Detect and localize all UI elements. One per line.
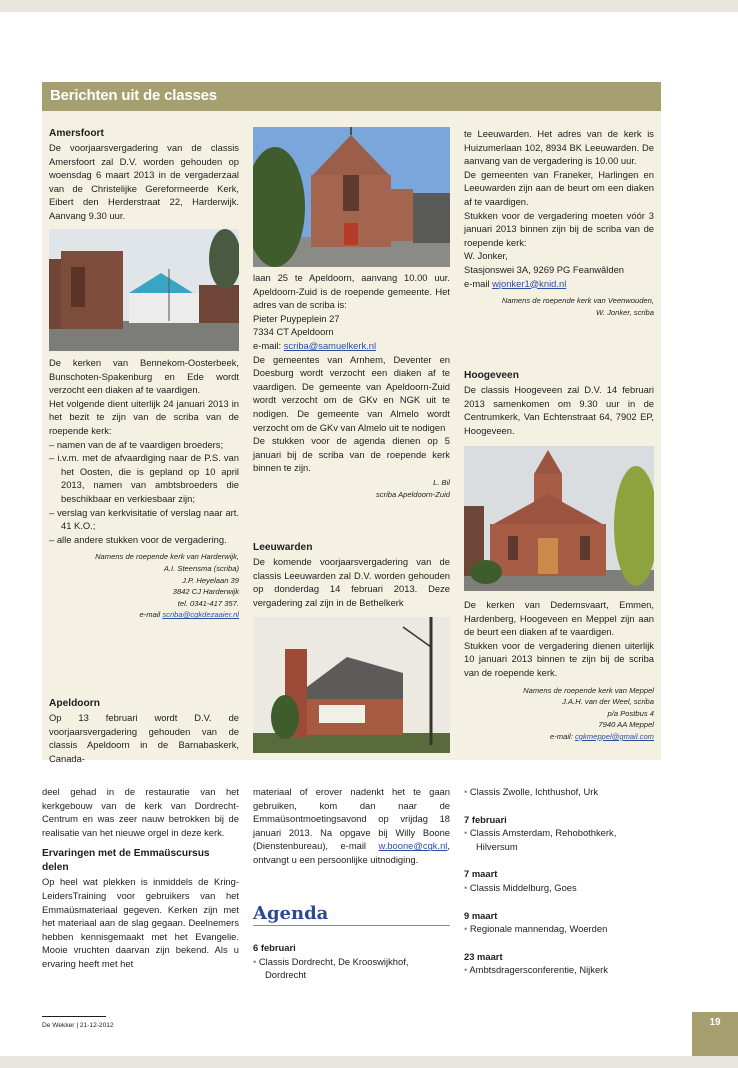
signature-line: J.A.H. van der Weel, scriba <box>562 697 654 707</box>
email-link[interactable]: cgkmeppel@gmail.com <box>574 731 654 741</box>
agenda-item-label: Classis Middelburg, Goes <box>469 881 577 893</box>
agenda-item-label: Classis Zwolle, Ichthushof, Urk <box>469 786 599 797</box>
agenda-list <box>464 881 654 895</box>
leeuwarden-contact-2: Stasjonswei 3A, 9269 PG Feanwâlden <box>464 263 624 275</box>
list-item: – i.v.m. met de afvaardiging naar de P.S. van het Oosten, die is gepland op 10 april 2013, namen van ambtsbroeders die beschikbaar en verkiesbaar zijn; <box>49 452 239 504</box>
email-link[interactable]: wjonker1@knid.nl <box>492 277 567 289</box>
lower-col1-p1: deel gehad in de restauratie van het kerkgebouw van de kerk van Dordrecht-Centrum en was zeer nauw betrokken bij de realisatie van het nieuwe orgel in deze kerk. <box>42 786 239 838</box>
email-link[interactable]: scriba@samuelkerk.nl <box>283 339 377 351</box>
bottom-band <box>0 1056 738 1068</box>
signature-line: scriba Apeldoorn-Zuid <box>375 489 450 499</box>
lower-col2-text-b: , ontvangt u een persoonlijke uitnodiging. <box>253 840 450 865</box>
signature-line: 7940 AA Meppel <box>598 720 654 730</box>
leeuwarden-p1-cont: te Leeuwarden. Het adres van de kerk is Huizumerlaan 102, 8934 BK Leeuwarden. De aanvang van de vergadering is 10.00 uur. <box>464 128 654 167</box>
list-item: – namen van de af te vaardigen broeders; <box>49 438 224 450</box>
leeuwarden-start <box>253 541 450 609</box>
hoogeveen-start <box>464 369 654 437</box>
list-item: – alle andere stukken voor de vergadering. <box>49 533 227 545</box>
amersfoort-list <box>49 438 239 547</box>
agenda-list <box>464 922 654 936</box>
bullet-icon: • <box>464 786 470 797</box>
signature-line: Namens de roepende kerk van Harderwijk, <box>95 552 239 562</box>
amersfoort-body <box>49 356 239 621</box>
agenda-list <box>253 955 450 982</box>
hoogeveen-p2: De kerken van Dedemsvaart, Emmen, Hardenberg, Hoogeveen en Meppel zijn aan de beurt een diaken af te vaardigen. <box>464 599 654 638</box>
email-link[interactable]: scriba@cgkdezaaier.nl <box>162 610 239 620</box>
amersfoort-signature <box>49 551 239 621</box>
email-link[interactable]: w.boone@cgk.nl <box>378 840 448 852</box>
agenda-item-label: Ambtsdragersconferentie, Nijkerk <box>469 964 608 976</box>
signature-line: A.I. Steensma (scriba) <box>163 563 239 573</box>
agenda-list <box>464 826 654 853</box>
apeldoorn-heading: Apeldoorn <box>49 698 100 709</box>
signature-line: tel. 0341-417 357. <box>177 598 239 608</box>
email-label: e-mail: <box>550 731 575 741</box>
signature-line: Namens de roepende kerk van Veenwouden, <box>501 296 654 306</box>
top-band <box>0 0 738 12</box>
apeldoorn-address-2: 7334 CT Apeldoorn <box>253 326 334 338</box>
amersfoort-top <box>49 127 239 223</box>
apeldoorn-start <box>49 697 239 765</box>
signature-line: J.P. Heyelaan 39 <box>182 575 239 585</box>
leeuwarden-cont <box>464 127 654 318</box>
email-label: e-mail <box>139 610 163 620</box>
signature-line: 3842 CJ Harderwijk <box>172 587 239 597</box>
apeldoorn-p1: Op 13 februari wordt D.V. de voorjaarsvergadering gehouden van de classis Apeldoorn in de Barnabaskerk, Canada- <box>49 712 239 764</box>
hoogeveen-church-photo <box>464 446 654 591</box>
hoogeveen-body <box>464 598 654 743</box>
bullet-icon: • <box>464 827 470 839</box>
leeuwarden-heading: Leeuwarden <box>253 542 313 553</box>
signature-line: Namens de roepende kerk van Meppel <box>523 685 654 695</box>
agenda-item <box>464 826 654 853</box>
email-label: e-mail: <box>253 339 284 351</box>
lower-col-1 <box>42 785 239 971</box>
leeuwarden-p3: Stukken voor de vergadering moeten vóór 3 januari 2013 binnen zijn bij de scriba van de roepende kerk: <box>464 209 654 248</box>
amersfoort-p1: De kerken van Bennekom-Oosterbeek, Bunschoten-Spakenburg en Ede wordt verzocht een diaken af te vaardigen. <box>49 357 239 396</box>
leeuwarden-p2: De gemeenten van Franeker, Harlingen en Leeuwarden zijn aan de beurt om een diaken af te vaardigen. <box>464 168 654 207</box>
page-number: 19 <box>692 1012 738 1056</box>
agenda-item-label: Regionale mannendag, Woerden <box>469 923 608 935</box>
signature-line: p/a Postbus 4 <box>607 708 654 718</box>
leeuwarden-contact-1: W. Jonker, <box>464 250 508 262</box>
apeldoorn-p1-cont: laan 25 te Apeldoorn, aanvang 10.00 uur. Apeldoorn-Zuid is de roepende gemeente. Het adres van de scriba is: <box>253 272 450 311</box>
leeuwarden-signature <box>464 295 654 318</box>
apeldoorn-address-1: Pieter Puypeplein 27 <box>253 312 340 324</box>
agenda-item-label: Classis Dordrecht, De Krooswijkhof, Dordrecht <box>258 955 409 981</box>
leeuwarden-p1: De komende voorjaarsvergadering van de classis Leeuwarden zal D.V. worden gehouden op donderdag 14 februari 2013. Deze vergadering zal zijn in de Bethelkerk <box>253 556 450 608</box>
agenda-item <box>464 922 654 936</box>
apeldoorn-cont <box>253 271 450 500</box>
agenda-item-label: Classis Amsterdam, Rehobothkerk, Hilversum <box>469 827 617 852</box>
bullet-icon: • <box>464 881 470 893</box>
lower-col1-p2: Op heel wat plekken is inmiddels de Kring-LeidersTraining voor gebruikers van het Emmaüsmateriaal gegeven. Kerken zijn met het materiaal aan de slag gegaan. Deelnemers hebben kennisgemaakt met het Evangelie. Mooie vruchten daarvan zijn bekend. Als u ervaring heeft met het <box>42 876 239 969</box>
agenda-title: Agenda <box>253 903 450 926</box>
leeuwarden-church-photo <box>253 617 450 753</box>
agenda-list <box>464 785 654 799</box>
apeldoorn-signature <box>253 477 450 500</box>
agenda-date: 23 maart <box>464 950 503 962</box>
list-item: – verslag van kerkvisitatie of verslag naar art. 41 K.O.; <box>49 506 239 532</box>
agenda-date: 9 maart <box>464 909 498 921</box>
signature-line: L. Bil <box>433 477 450 487</box>
bullet-icon: • <box>464 923 470 935</box>
agenda-col-2 <box>253 941 450 982</box>
emmaus-heading: Ervaringen met de Emmaüscursus delen <box>42 848 210 874</box>
section-header <box>42 82 661 111</box>
bullet-icon: • <box>464 964 470 976</box>
hoogeveen-p1: De classis Hoogeveen zal D.V. 14 februari 2013 samenkomen om 9.30 uur in de Centrumkerk, Van Echtenstraat 64, 7902 EP, Hoogeveen. <box>464 384 654 436</box>
email-label: e-mail <box>464 277 493 289</box>
apeldoorn-p2: De gemeentes van Arnhem, Deventer en Doesburg wordt verzocht een diaken af te vaardigen. De gemeente van Apeldoorn-Zuid wordt verzocht om de GKv en NGK uit te nodigen. De gemeente van Almelo wordt verzocht om de GKv van Almelo uit te nodigen <box>253 353 450 433</box>
bullet-icon: • <box>253 955 259 967</box>
amersfoort-p2: Het volgende dient uiterlijk 24 januari 2013 in het bezit te zijn van de scriba van de roepende kerk: <box>49 397 239 436</box>
agenda-item <box>464 963 654 977</box>
agenda-date: 6 februari <box>253 942 296 953</box>
amersfoort-heading: Amersfoort <box>49 128 104 139</box>
agenda-item <box>464 785 654 799</box>
hoogeveen-p3: Stukken voor de vergadering dienen uiterlijk 10 januari 2013 binnen te zijn bij de scriba van de roepende kerk. <box>464 639 654 678</box>
amersfoort-church-photo <box>49 229 239 351</box>
footer-divider <box>42 1016 106 1017</box>
agenda-item <box>464 881 654 895</box>
signature-line: W. Jonker, scriba <box>596 307 654 317</box>
apeldoorn-p3: De stukken voor de agenda dienen op 5 januari bij de scriba van de roepende kerk binnen te zijn. <box>253 435 450 474</box>
agenda-date: 7 maart <box>464 868 498 880</box>
footer-text: De Wekker | 21-12-2012 <box>42 1022 114 1029</box>
section-title: Berichten uit de classes <box>50 87 217 104</box>
lower-col-2 <box>253 785 450 867</box>
agenda-date: 7 februari <box>464 813 507 825</box>
apeldoorn-church-photo <box>253 127 450 267</box>
agenda-list <box>464 963 654 977</box>
hoogeveen-heading: Hoogeveen <box>464 370 519 381</box>
lower-col2-text-a: materiaal of erover nadenkt het te gaan gebruiken, kom dan naar de Emmaüsontmoetingsavond op vrijdag 18 januari 2013. Na opgave bij Willy Boone (Dienstenbureau), e-mail <box>253 786 450 852</box>
agenda-col-3 <box>464 785 654 977</box>
amersfoort-intro: De voorjaarsvergadering van de classis Amersfoort zal D.V. worden gehouden op woensdag 6 maart 2013 in de vergaderzaal van de Christelijke Gereformeerde Kerk, Eibert den Herderstraat 22, Harderwijk. Aanvang 9.30 uur. <box>49 142 239 221</box>
agenda-item <box>253 955 450 982</box>
hoogeveen-signature <box>464 685 654 743</box>
